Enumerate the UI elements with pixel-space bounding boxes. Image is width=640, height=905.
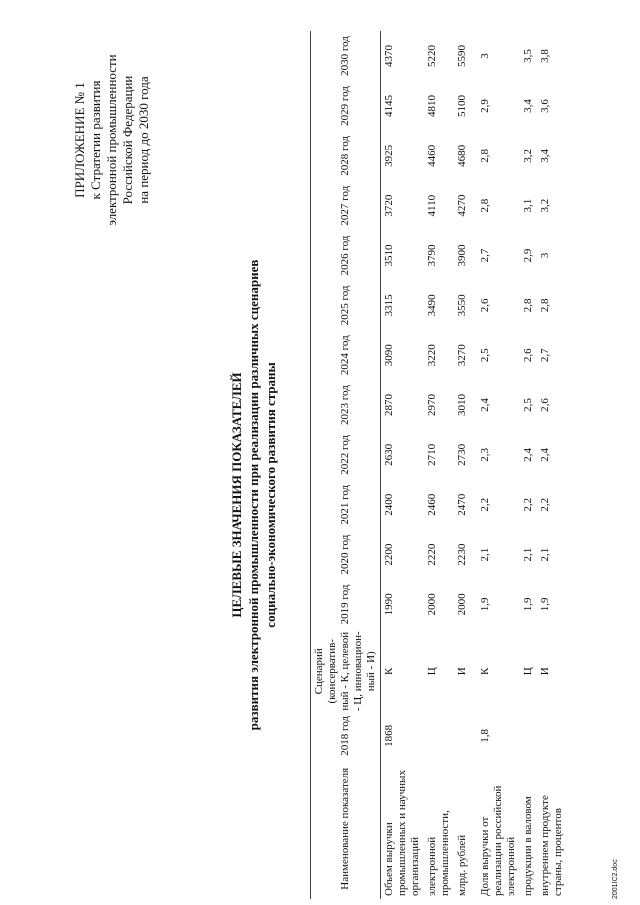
table-cell: 4370 xyxy=(383,45,395,68)
table-cell: 2,4 xyxy=(522,448,534,462)
table-cell: 2,3 xyxy=(479,448,491,462)
table-cell: 3,2 xyxy=(522,148,534,163)
table-cell: 2460 xyxy=(426,493,438,516)
header-year: 2020 год xyxy=(311,530,381,580)
table-cell: 3925 xyxy=(383,144,395,167)
table-cell: 2200 xyxy=(383,543,395,566)
indicator-name: Объем выручки промышленных и научных организаций xyxy=(383,770,421,896)
header-year: 2022 год xyxy=(311,430,381,480)
header-year: 2021 год xyxy=(311,480,381,530)
indicators-table xyxy=(310,31,567,899)
table-cell: 1,9 xyxy=(539,597,551,612)
table-cell: 2,4 xyxy=(479,398,491,412)
table-cell: 5100 xyxy=(456,94,468,117)
indicator-name: электронной промышленности, xyxy=(426,810,451,896)
table-cell: 3,5 xyxy=(522,49,534,63)
table-cell: 2970 xyxy=(426,394,438,417)
table-cell: 2,5 xyxy=(479,348,491,363)
header-year: 2028 год xyxy=(311,131,381,181)
table-cell: 2,7 xyxy=(539,348,551,363)
header-year: 2023 год xyxy=(311,380,381,430)
table-cell: 3,4 xyxy=(522,99,534,113)
table-cell: 2000 xyxy=(456,593,468,616)
table-cell: 1,9 xyxy=(479,597,491,612)
table-cell: 2,1 xyxy=(522,547,534,562)
scenario-code: Ц xyxy=(426,667,438,676)
title-subtitle-2: социально-экономического развития страны xyxy=(263,362,278,628)
table-cell: 3,2 xyxy=(539,198,551,213)
table-cell: 2,2 xyxy=(479,497,491,512)
title-subtitle-1: развития электронной промышленности при реализации различных сценариев xyxy=(246,259,261,731)
table-cell: 2630 xyxy=(383,443,395,466)
table-cell: 5220 xyxy=(426,45,438,68)
document-title xyxy=(228,145,279,845)
value-2018 xyxy=(537,713,567,758)
value-2018: 1,8 xyxy=(479,728,491,743)
table-row xyxy=(454,31,477,899)
table-cell: 5590 xyxy=(456,45,468,68)
table-cell: 2,2 xyxy=(539,497,551,512)
table-cell: 4460 xyxy=(426,144,438,167)
table-cell: 3,1 xyxy=(522,198,534,213)
header-year: 2019 год xyxy=(311,580,381,630)
title-main: ЦЕЛЕВЫЕ ЗНАЧЕНИЯ ПОКАЗАТЕЛЕЙ xyxy=(229,372,244,618)
table-cell: 2,2 xyxy=(522,497,534,512)
table-cell: 4270 xyxy=(456,194,468,217)
table-cell: 3790 xyxy=(426,244,438,267)
table-cell: 3010 xyxy=(456,394,468,417)
table-cell: 2,8 xyxy=(522,298,534,313)
table-cell: 2,7 xyxy=(479,248,491,263)
table-cell: 2000 xyxy=(426,593,438,616)
table-cell: 3,6 xyxy=(539,99,551,113)
header-year: 2026 год xyxy=(311,231,381,281)
header-year: 2029 год xyxy=(311,81,381,131)
table-cell: 3,8 xyxy=(539,49,551,63)
table-cell: 1990 xyxy=(383,593,395,616)
table-cell: 2,4 xyxy=(539,448,551,462)
indicator-name: продукции в валовом xyxy=(522,796,534,896)
header-year: 2030 год xyxy=(311,31,381,81)
table-cell: 3 xyxy=(539,252,551,259)
header-2018: 2018 год xyxy=(311,713,381,758)
table-cell: 2,5 xyxy=(522,398,534,412)
table-cell: 3900 xyxy=(456,244,468,267)
table-cell: 3720 xyxy=(383,194,395,217)
table-cell: 2230 xyxy=(456,543,468,566)
scenario-code: К xyxy=(383,667,395,675)
scenario-code: Ц xyxy=(522,667,534,676)
table-cell: 2,9 xyxy=(522,248,534,263)
annex-line: Российской Федерации xyxy=(120,75,135,205)
value-2018: 1868 xyxy=(383,724,395,747)
table-cell: 4680 xyxy=(456,144,468,167)
table-cell: 4145 xyxy=(383,94,395,117)
table-cell: 4110 xyxy=(426,194,438,217)
table-cell: 2,1 xyxy=(539,547,551,562)
header-indicator-name: Наименование показателя xyxy=(311,759,381,900)
table-cell: 4810 xyxy=(426,94,438,117)
table-cell: 2470 xyxy=(456,493,468,516)
document-file-code: 2001IC2.doc xyxy=(612,859,619,899)
annex-block xyxy=(72,15,152,265)
table-row xyxy=(424,31,454,899)
table-cell: 2,6 xyxy=(479,298,491,313)
indicator-name: внутреннем продукте страны, процентов xyxy=(539,795,564,896)
table-cell: 3270 xyxy=(456,344,468,367)
table-cell: 3 xyxy=(479,53,491,59)
scenario-code: И xyxy=(539,667,551,676)
table-cell: 3550 xyxy=(456,294,468,317)
table-row xyxy=(381,31,425,899)
scenario-code: К xyxy=(479,667,491,675)
annex-line: на период до 2030 года xyxy=(136,76,151,204)
annex-line: электронной промышленности xyxy=(104,54,119,226)
header-year: 2025 год xyxy=(311,280,381,330)
table-cell: 2870 xyxy=(383,394,395,417)
table-cell: 3,4 xyxy=(539,148,551,163)
table-cell: 2220 xyxy=(426,543,438,566)
table-cell: 3090 xyxy=(383,344,395,367)
table-cell: 3220 xyxy=(426,344,438,367)
table-cell: 3510 xyxy=(383,244,395,267)
table-cell: 2,8 xyxy=(539,298,551,313)
header-year: 2024 год xyxy=(311,330,381,380)
table-cell: 2730 xyxy=(456,443,468,466)
header-scenario: Сценарий (консерватив-ный - К, целевой - Ц, инновацион-ный - И) xyxy=(311,629,381,713)
header-year: 2027 год xyxy=(311,181,381,231)
table-row xyxy=(520,31,537,899)
annex-line: к Стратегии развития xyxy=(88,80,103,200)
table-row xyxy=(477,31,520,899)
table-cell: 2,6 xyxy=(539,398,551,412)
scenario-code: И xyxy=(456,667,468,676)
table-cell: 1,9 xyxy=(522,597,534,612)
table-cell: 2710 xyxy=(426,443,438,466)
indicator-name: Доля выручки от реализации российской электронной xyxy=(479,785,517,896)
table-cell: 2,8 xyxy=(479,198,491,213)
table-cell: 2,8 xyxy=(479,148,491,163)
value-2018 xyxy=(454,713,477,758)
indicator-name: млрд. рублей xyxy=(456,834,468,896)
table-cell: 3315 xyxy=(383,294,395,317)
table-cell: 2,1 xyxy=(479,547,491,562)
value-2018 xyxy=(520,713,537,758)
table-cell: 3490 xyxy=(426,294,438,317)
value-2018 xyxy=(424,713,454,758)
table-cell: 2400 xyxy=(383,493,395,516)
table-header-row xyxy=(311,31,381,899)
table-row xyxy=(537,31,567,899)
annex-line: ПРИЛОЖЕНИЕ № 1 xyxy=(72,82,87,198)
table-cell: 2,6 xyxy=(522,348,534,363)
table-cell: 2,9 xyxy=(479,99,491,113)
